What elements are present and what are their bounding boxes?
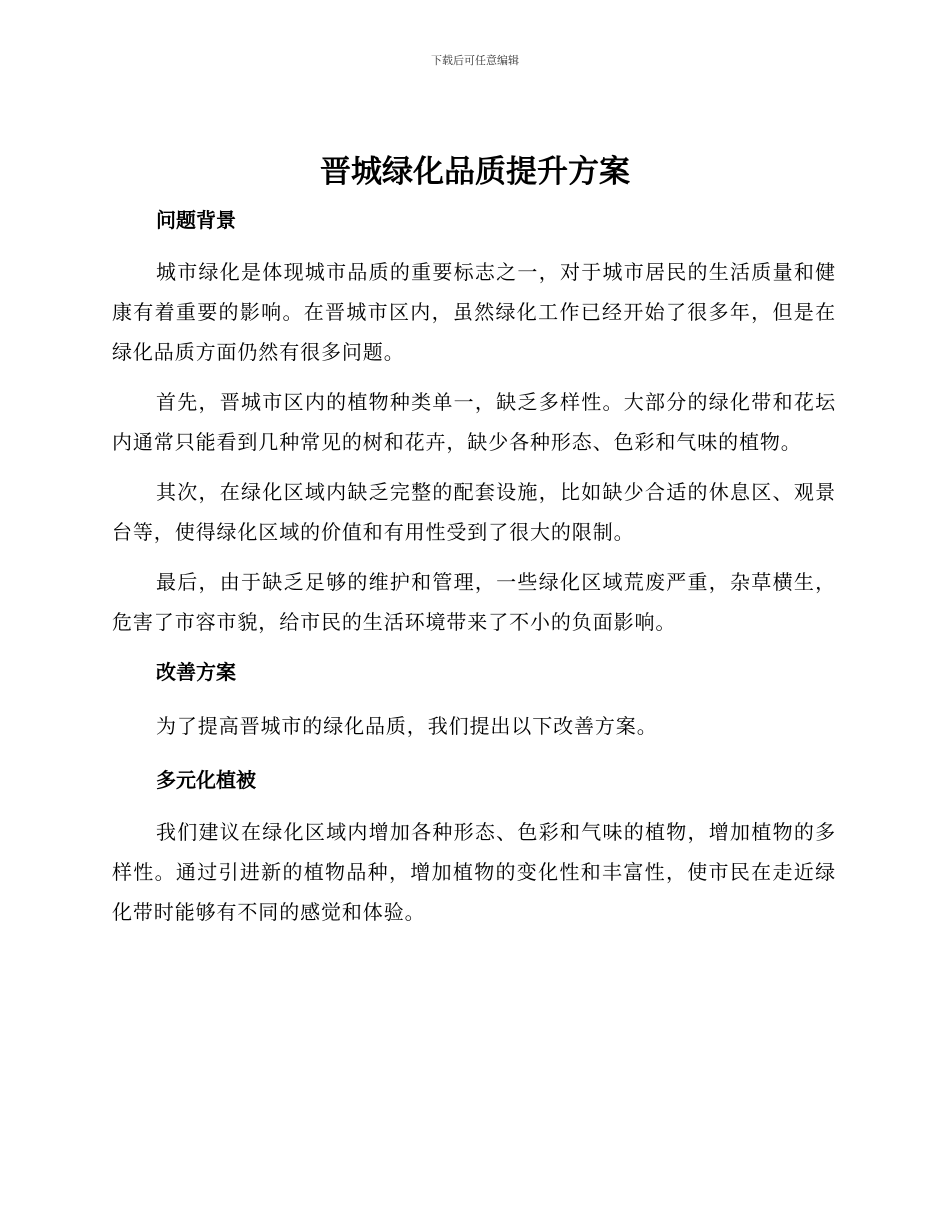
section-heading-improvement: 改善方案 [156, 660, 236, 684]
paragraph: 最后，由于缺乏足够的维护和管理，一些绿化区域荒废严重，杂草横生，危害了市容市貌，给市民的生活环境带来了不小的负面影响。 [112, 570, 836, 634]
document-title: 晋城绿化品质提升方案 [320, 154, 630, 190]
document-body [112, 200, 836, 932]
paragraph: 城市绿化是体现城市品质的重要标志之一，对于城市居民的生活质量和健康有着重要的影响。在晋城市区内，虽然绿化工作已经开始了很多年，但是在绿化品质方面仍然有很多问题。 [112, 260, 836, 364]
section-heading-diverse-vegetation: 多元化植被 [156, 768, 256, 792]
section-heading-background: 问题背景 [156, 208, 236, 232]
paragraph: 我们建议在绿化区域内增加各种形态、色彩和气味的植物，增加植物的多样性。通过引进新的植物品种，增加植物的变化性和丰富性，使市民在走近绿化带时能够有不同的感觉和体验。 [112, 820, 836, 924]
paragraph: 其次，在绿化区域内缺乏完整的配套设施，比如缺少合适的休息区、观景台等，使得绿化区域的价值和有用性受到了很大的限制。 [112, 480, 836, 544]
paragraph: 首先，晋城市区内的植物种类单一，缺乏多样性。大部分的绿化带和花坛内通常只能看到几种常见的树和花卉，缺少各种形态、色彩和气味的植物。 [112, 390, 836, 454]
paragraph: 为了提高晋城市的绿化品质，我们提出以下改善方案。 [156, 714, 658, 738]
header-note: 下载后可任意编辑 [431, 54, 519, 67]
